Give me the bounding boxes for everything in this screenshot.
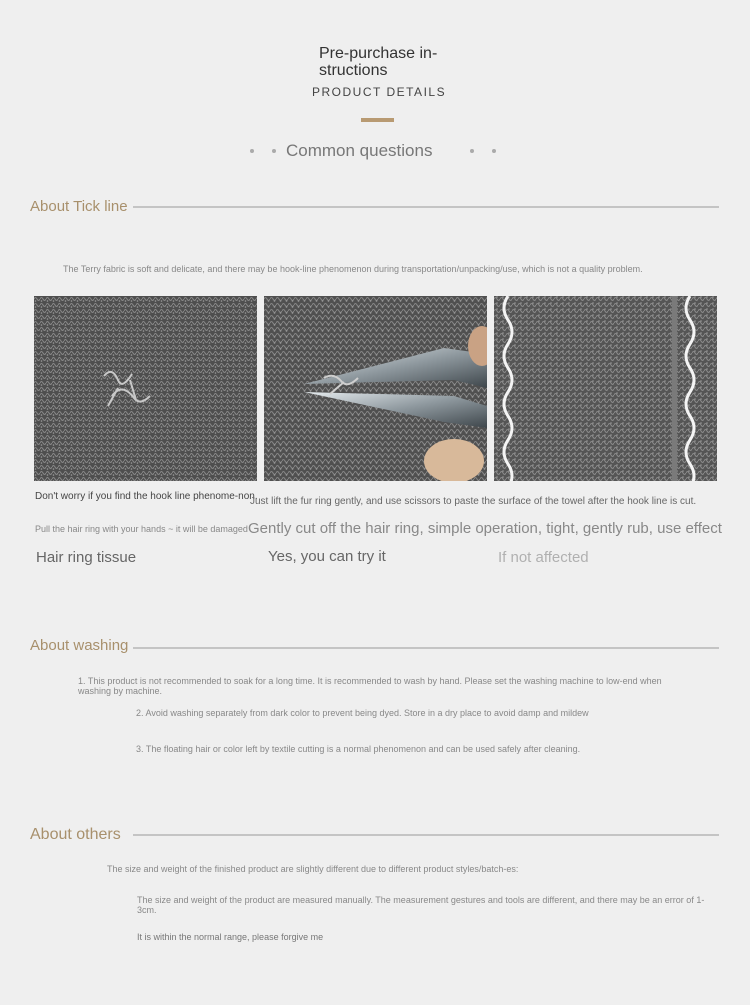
section-divider bbox=[133, 834, 719, 836]
tick-line-intro: The Terry fabric is soft and delicate, and there may be hook-line phenomenon during transportation/unpacking/use, which is not a quality problem. bbox=[63, 264, 643, 274]
dot-icon bbox=[272, 149, 276, 153]
scissors-cutting-photo bbox=[264, 296, 487, 481]
others-item-1: The size and weight of the finished product are slightly different due to different product styles/batch-es: bbox=[107, 864, 519, 874]
cut-ring-caption: Gently cut off the hair ring, simple operation, tight, gently rub, use effect bbox=[248, 520, 722, 537]
towel-hook-line-photo bbox=[34, 296, 257, 481]
washing-item-2: 2. Avoid washing separately from dark color to prevent being dyed. Store in a dry place to avoid damp and mildew bbox=[136, 708, 589, 718]
washing-section-title: About washing bbox=[30, 637, 129, 654]
section-divider bbox=[133, 647, 719, 649]
towel-border-photo bbox=[494, 296, 717, 481]
pull-ring-caption: Pull the hair ring with your hands ~ it will be damaged bbox=[35, 524, 248, 534]
dot-icon bbox=[492, 149, 496, 153]
others-section-title: About others bbox=[30, 826, 121, 843]
others-item-2: The size and weight of the product are measured manually. The measurement gestures and tools are different, and there may be an error of 1-3cm. bbox=[137, 895, 705, 915]
washing-item-1: 1. This product is not recommended to soak for a long time. It is recommended to wash by hand. Please set the washing machine to low-end when washing by machine. bbox=[78, 676, 662, 696]
page-title: Pre-purchase in-structions bbox=[319, 45, 438, 79]
dot-icon bbox=[470, 149, 474, 153]
tick-line-section-title: About Tick line bbox=[30, 198, 128, 215]
section-divider bbox=[133, 206, 719, 208]
common-questions-heading bbox=[250, 141, 496, 161]
dot-icon bbox=[250, 149, 254, 153]
try-it-label: Yes, you can try it bbox=[268, 548, 386, 565]
hair-ring-tissue-label: Hair ring tissue bbox=[36, 549, 137, 566]
scissors-caption: Just lift the fur ring gently, and use scissors to paste the surface of the towel after the hook line is cut. bbox=[250, 496, 697, 507]
page-subtitle: PRODUCT DETAILS bbox=[312, 85, 447, 99]
accent-divider bbox=[361, 118, 394, 122]
washing-item-3: 3. The floating hair or color left by textile cutting is a normal phenomenon and can be used safely after cleaning. bbox=[136, 744, 581, 754]
not-affected-label: If not affected bbox=[498, 549, 589, 566]
hook-line-caption: Don't worry if you find the hook line phenome-non. bbox=[35, 491, 258, 502]
common-questions-label: Common questions bbox=[286, 141, 433, 160]
others-item-3: It is within the normal range, please forgive me bbox=[137, 932, 324, 942]
